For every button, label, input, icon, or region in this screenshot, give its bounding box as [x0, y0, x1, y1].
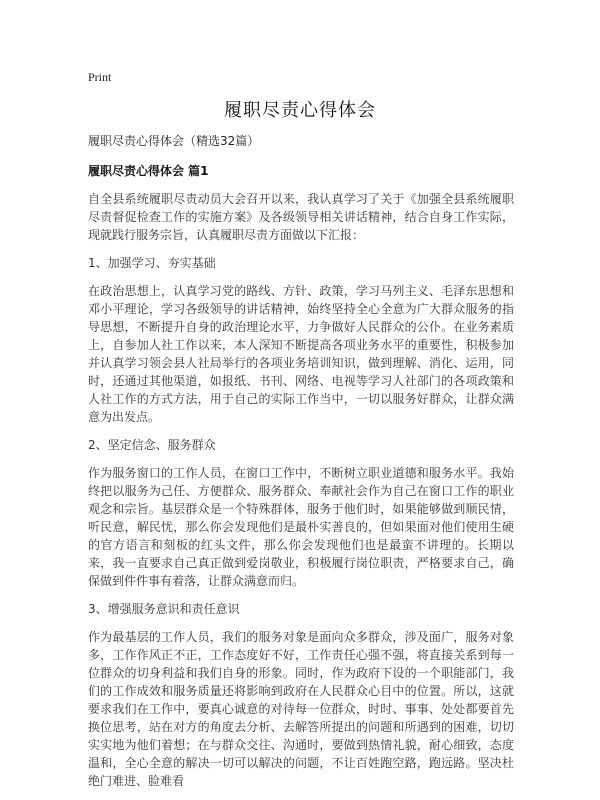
- item-heading-1: 1、加强学习、夯实基础: [88, 256, 216, 270]
- page-title: 履职尽责心得体会: [224, 100, 376, 121]
- print-link[interactable]: Print: [88, 70, 112, 84]
- section-heading: 履职尽责心得体会 篇1: [88, 164, 209, 178]
- document-body: [88, 132, 514, 800]
- item-body-3: 作为最基层的工作人员，我们的服务对象是面向众多群众，涉及面广，服务对象多，工作作风正不正，工作态度好不好，工作责任心强不强，将直接关系到每一位群众的切身利益和我们自身的形象。同时，作为政府下设的一个职能部门，我们的工作成效和服务质量还将影响到政府在人民群众心目中的位置。所以，这就要求我们在工作中，要真心诚意的对待每一位群众，时时、事事、处处都要首先换位思考，站在对方的角度去分析、去解答所提出的问题和所遇到的困难，切切实实地为他们着想；在与群众交往、沟通时，要做到热情礼貌，耐心细致，态度温和，全心全意的解决一切可以解决的问题，不让百姓跑空路，跑远路。坚决杜绝门难进、脸难看: [88, 630, 514, 788]
- item-body-2: 作为服务窗口的工作人员，在窗口工作中，不断树立职业道德和服务水平。我始终把以服务为己任、方便群众、服务群众、奉献社会作为自己在窗口工作的职业观念和宗旨。基层群众是一个特殊群体，服务于他们时，如果能够做到顺民情，听民意，解民忧，那么你会发现他们是最朴实善良的，但如果面对他们使用生硬的官方语言和刻板的红头文件，那么你会发现他们也是最蛮不讲理的。长期以来，我一直要求自己真正做到爱岗敬业，积极履行岗位职责，严格要求自己，确保做到件件事有着落，让群众满意而归。: [88, 466, 514, 588]
- intro-paragraph: 自全县系统履职尽责动员大会召开以来，我认真学习了关于《加强全县系统履职尽责督促检查工作的实施方案》及各级领导相关讲话精神，结合自身工作实际，现就践行服务宗旨，认真履职尽责方面做以下汇报：: [88, 192, 514, 242]
- document-subtitle: 履职尽责心得体会（精选32篇）: [88, 134, 260, 148]
- item-body-1: 在政治思想上，认真学习党的路线、方针、政策，学习马列主义、毛泽东思想和邓小平理论，学习各级领导的讲话精神，始终坚持全心全意为广大群众服务的指导思想，不断提升自身的政治理论水平，力争做好人民群众的公仆。在业务素质上，自参加人社工作以来，本人深知不断提高各项业务水平的重要性，积极参加并认真学习领会县人社局举行的各项业务培训知识，做到理解、消化、运用，同时，还通过其他渠道，如报纸、书刊、网络、电视等学习人社部门的各项政策和人社工作的方式方法，用于自己的实际工作当中，一切以服务好群众，让群众满意为出发点。: [88, 284, 514, 424]
- item-heading-3: 3、增强服务意识和责任意识: [88, 602, 240, 616]
- item-heading-2: 2、坚定信念、服务群众: [88, 438, 216, 452]
